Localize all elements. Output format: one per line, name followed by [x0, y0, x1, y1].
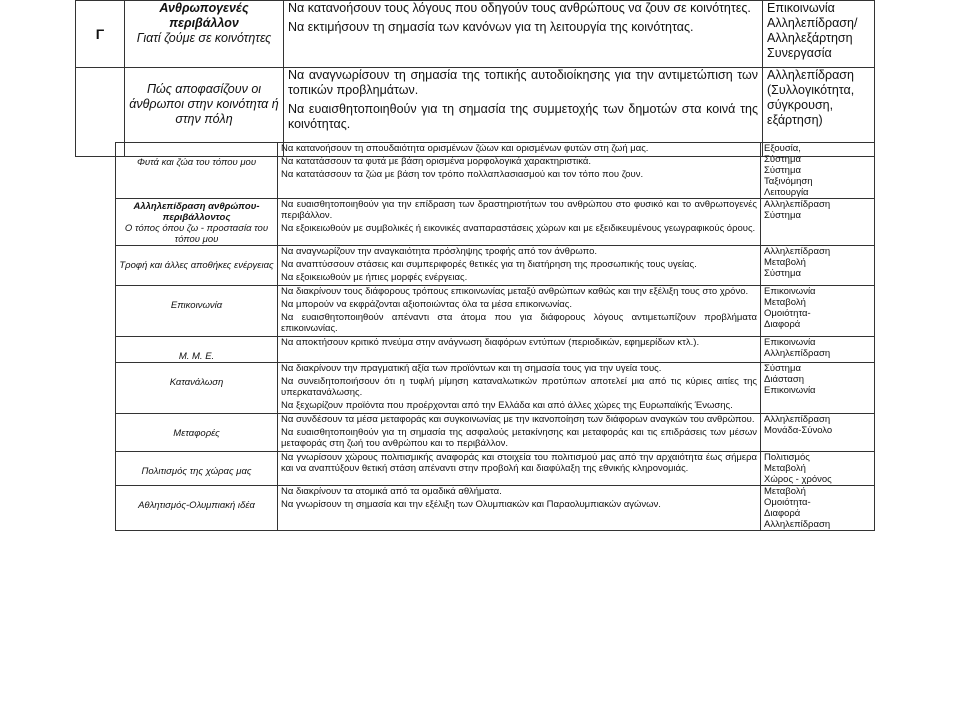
concepts-cell — [761, 246, 875, 286]
concept-text: Αλληλεπίδραση/ — [767, 16, 858, 30]
objective-text: Να ευαισθητοποιηθούν για τη σημασία της ασφαλούς μετακίνησης και μεταφοράς και τις επιδράσεις των μέσων μεταφοράς στη ζωή του ανθρώπου και το περιβάλλον. — [281, 427, 757, 449]
concept-text: Μεταβολή — [764, 297, 806, 308]
objective-text: Να διακρίνουν την πραγματική αξία των προϊόντων και τη σημασία τους για την υγεία τους. — [281, 363, 662, 374]
concept-text: Διαφορά — [764, 508, 801, 519]
objectives-cell — [278, 414, 761, 452]
topic-cell — [116, 414, 278, 452]
topic-cell — [116, 199, 278, 246]
topic-label: Ο τόπος όπου ζω - προστασία του τόπου μου — [124, 223, 269, 245]
objectives-cell — [278, 246, 761, 286]
topic-cell — [116, 452, 278, 486]
concepts-cell — [761, 337, 875, 363]
topic-label: Μ. Μ. Ε. — [178, 351, 215, 362]
concept-text: Μονάδα-Σύνολο — [764, 425, 833, 436]
concepts-cell — [761, 363, 875, 414]
objectives-cell — [278, 486, 761, 531]
table-row — [116, 337, 875, 363]
concept-text: Συνεργασία — [767, 46, 832, 60]
objective-text: Να ευαισθητοποιηθούν για τη σημασία της συμμετοχής των δημοτών στα κοινά της κοινότητας. — [288, 102, 758, 131]
concept-text: Επικοινωνία — [764, 337, 816, 348]
concepts-cell — [761, 452, 875, 486]
table-row — [116, 246, 875, 286]
topic-subtitle: Πώς αποφασίζουν οι άνθρωποι στην κοινότητα ή στην πόλη — [129, 82, 279, 126]
objective-text: Να διακρίνουν τα ατομικά από τα ομαδικά αθλήματα. — [281, 486, 502, 497]
objective-text: Να ευαισθητοποιηθούν απέναντι στα άτομα που για διάφορους λόγους αντιμετωπίζουν προβλήματα επικοινωνίας. — [281, 312, 757, 334]
concept-text: Αλληλεπίδραση — [764, 246, 831, 257]
topic-cell — [116, 246, 278, 286]
concept-text: Σύστημα — [764, 165, 801, 176]
concept-text: Μεταβολή — [764, 463, 806, 474]
topic-label: Επικοινωνία — [170, 300, 223, 311]
topic-label: Μεταφορές — [173, 428, 220, 439]
objective-text: Να κατανοήσουν τους λόγους που οδηγούν τους ανθρώπους να ζουν σε κοινότητες. — [288, 1, 751, 15]
concept-text: Επικοινωνία — [767, 1, 835, 15]
concept-text: Επικοινωνία — [764, 286, 816, 297]
concepts-cell — [761, 286, 875, 337]
objective-text: Να ξεχωρίζουν προϊόντα που προέρχονται από την Ελλάδα και από άλλες χώρες της Ευρωπαϊκής Ένωσης. — [281, 400, 733, 411]
table-body — [116, 143, 875, 531]
concept-text: Ομοιότητα- — [764, 308, 811, 319]
objectives-cell — [284, 1, 763, 68]
objective-text: Να κατατάσσουν τα φυτά με βάση ορισμένα μορφολογικά χαρακτηριστικά. — [281, 156, 591, 167]
table-row — [116, 143, 875, 199]
topic-label: Αθλητισμός-Ολυμπιακή ιδέα — [138, 500, 255, 511]
table-row — [116, 286, 875, 337]
concept-text: Διάσταση — [764, 374, 805, 385]
topic-cell — [116, 143, 278, 199]
concept-text: Αλληλεπίδραση — [767, 68, 854, 82]
objectives-cell — [278, 199, 761, 246]
objective-text: Να εκτιμήσουν τη σημασία των κανόνων για τη λειτουργία της κοινότητας. — [288, 20, 694, 34]
concepts-cell — [761, 414, 875, 452]
objective-text: Να αναγνωρίζουν την αναγκαιότητα πρόσληψης τροφής από τον άνθρωπο. — [281, 246, 597, 257]
topic-title: Ανθρωπογενές περιβάλλον — [159, 1, 249, 30]
topic-cell — [125, 1, 284, 68]
concept-text: Επικοινωνία — [764, 385, 816, 396]
concept-text: Πολιτισμός — [764, 452, 810, 463]
concept-text: Διαφορά — [764, 319, 801, 330]
objectives-cell — [278, 286, 761, 337]
concept-text: Ταξινόμηση — [764, 176, 813, 187]
concept-text: Σύστημα — [764, 363, 801, 374]
concept-text: Λειτουργία — [764, 187, 809, 198]
concepts-cell — [761, 486, 875, 531]
objectives-cell — [278, 337, 761, 363]
concept-text: Αλληλεπίδραση — [764, 414, 831, 425]
objective-text: Να συνδέσουν τα μέσα μεταφοράς και συγκοινωνίας με την ικανοποίηση των διάφορων αναγκών του ανθρώπου. — [281, 414, 755, 425]
topic-cell — [116, 486, 278, 531]
concept-text: Σύστημα — [764, 154, 801, 165]
objective-text: Να μπορούν να εκφράζονται αξιοποιώντας όλα τα μέσα επικοινωνίας. — [281, 299, 572, 310]
table-row — [116, 199, 875, 246]
curriculum-table-bottom — [115, 142, 875, 531]
concept-text: Σύστημα — [764, 268, 801, 279]
topic-title: Αλληλεπίδραση ανθρώπου-περιβάλλοντος — [133, 201, 260, 223]
topic-label: Κατανάλωση — [169, 377, 224, 388]
concept-text: Αλληλεπίδραση — [764, 348, 831, 359]
topic-label: Πολιτισμός της χώρας μας — [141, 466, 252, 477]
concept-text: Αλληλεπίδραση — [764, 519, 831, 530]
topic-label: Τροφή και άλλες αποθήκες ενέργειας — [119, 260, 274, 271]
concept-text: Χώρος - χρόνος — [764, 474, 832, 485]
objective-text: Να γνωρίσουν τη σημασία και την εξέλιξη των Ολυμπιακών και Παραολυμπιακών αγώνων. — [281, 499, 661, 510]
concept-text: Εξουσία, — [764, 143, 801, 154]
table-row — [116, 452, 875, 486]
concept-text: Ομοιότητα- — [764, 497, 811, 508]
objective-text: Να κατατάσσουν τα ζώα με βάση τον τρόπο πολλαπλασιασμού και τον τόπο που ζουν. — [281, 169, 644, 180]
concept-text: Αλληλεξάρτηση — [767, 31, 853, 45]
objective-text: Να αναπτύσσουν στάσεις και συμπεριφορές θετικές για τη διατήρηση της προσωπικής τους υγείας. — [281, 259, 697, 270]
topic-cell — [116, 286, 278, 337]
topic-cell — [116, 337, 278, 363]
concepts-cell — [763, 1, 875, 68]
objective-text: Να εξοικειωθούν με συμβολικές ή εικονικές αναπαραστάσεις χώρων και με εξειδικευμένους γεωγραφικούς όρους. — [281, 223, 756, 234]
concepts-cell — [761, 143, 875, 199]
table-row — [116, 363, 875, 414]
concept-text: Σύστημα — [764, 210, 801, 221]
topic-label: Φυτά και ζώα του τόπου μου — [136, 157, 257, 168]
objective-text: Να διακρίνουν τους διάφορους τρόπους επικοινωνίας μεταξύ ανθρώπων καθώς και την εξέλιξη τους στο χρόνο. — [281, 286, 749, 297]
concepts-cell — [761, 199, 875, 246]
concept-text: Αλληλεπίδραση — [764, 199, 831, 210]
objective-text: Να ευαισθητοποιηθούν για την επίδραση των δραστηριοτήτων του ανθρώπου στο φυσικό και το ανθρωπογενές περιβάλλον. — [281, 199, 757, 221]
topic-cell — [116, 363, 278, 414]
concept-text: Μεταβολή — [764, 257, 806, 268]
concept-text: εξάρτηση) — [767, 113, 823, 127]
objective-text: Να εξοικειωθούν με ήπιες μορφές ενέργειας. — [281, 272, 468, 283]
unit-letter: Γ — [76, 1, 125, 68]
concept-text: σύγκρουση, — [767, 98, 834, 112]
table-row — [116, 414, 875, 452]
table-row — [76, 1, 875, 68]
topic-subtitle: Γιατί ζούμε σε κοινότητες — [136, 31, 272, 45]
concept-text: (Συλλογικότητα, — [767, 83, 855, 97]
objective-text: Να γνωρίσουν χώρους πολιτισμικής αναφοράς και στοιχεία του πολιτισμού μας από την αρχαιότητα έως σήμερα και να αναπτύξουν θετική στάση απέναντι στην προβολή και διαφύλαξη της εθνικής κληρονομιάς. — [281, 452, 757, 474]
objectives-cell — [278, 363, 761, 414]
objective-text: Να συνειδητοποιήσουν ότι η τυφλή μίμηση καταναλωτικών προτύπων αποτελεί μια από τις κύριες αιτίες της υπερκατανάλωσης. — [281, 376, 757, 398]
curriculum-table-top — [75, 0, 875, 157]
objectives-cell — [278, 452, 761, 486]
objective-text: Να κατανοήσουν τη σπουδαιότητα ορισμένων ζώων και ορισμένων φυτών στη ζωή μας. — [281, 143, 649, 154]
concept-text: Μεταβολή — [764, 486, 806, 497]
objective-text: Να αποκτήσουν κριτικό πνεύμα στην ανάγνωση διαφόρων εντύπων (περιοδικών, εφημερίδων κτλ.). — [281, 337, 700, 348]
objective-text: Να αναγνωρίσουν τη σημασία της τοπικής αυτοδιοίκησης για την αντιμετώπιση των τοπικών προβλημάτων. — [288, 68, 758, 97]
table-row — [116, 486, 875, 531]
objectives-cell — [278, 143, 761, 199]
